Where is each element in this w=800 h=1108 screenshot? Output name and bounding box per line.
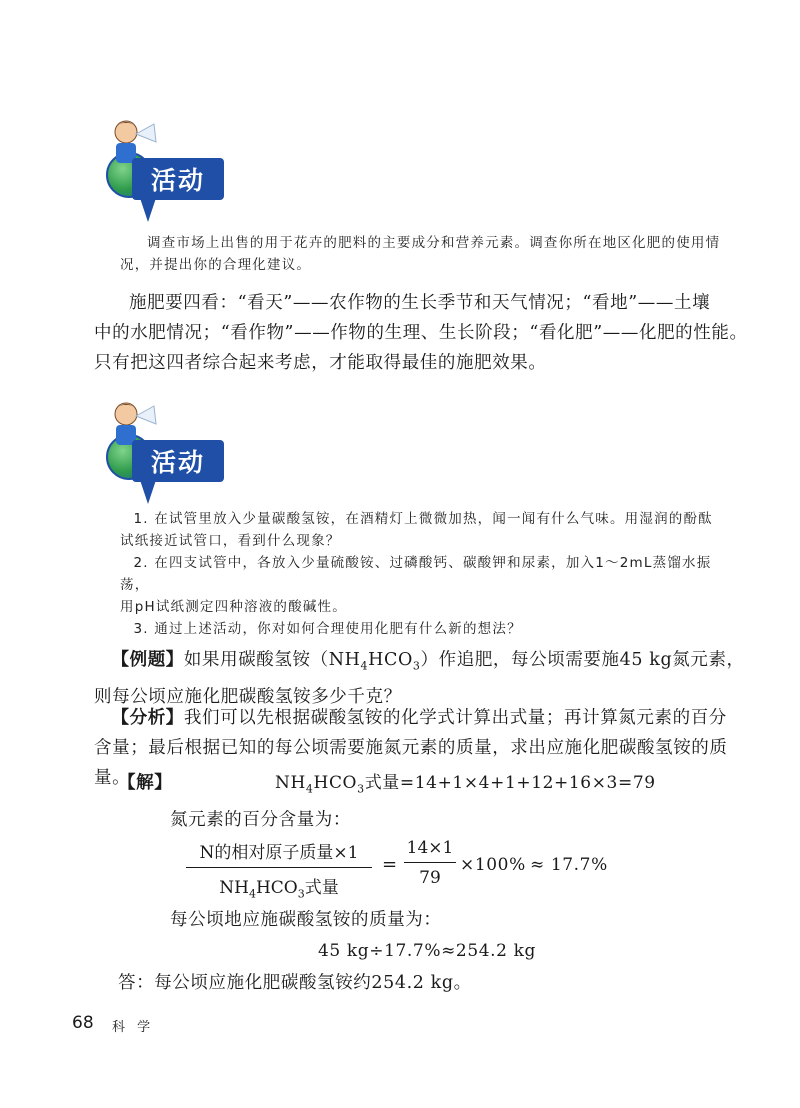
formula-weight-line: $NH_4HCO_3$式量=14+1×4+1+12+16×3=79 — [275, 773, 656, 796]
activity-badge-1 — [92, 118, 232, 228]
activity1-text: 调查市场上出售的用于花卉的肥料的主要成分和营养元素。调查你所在地区化肥的使用情 况，并提出你的合理化建议。 — [120, 235, 721, 273]
approx-result: ≈ 17.7% — [530, 855, 608, 875]
page-number: 68 — [72, 1013, 94, 1033]
mass-calculation: 45 kg÷17.7%≈254.2 kg — [318, 941, 536, 961]
subject-label: 科 学 — [112, 1020, 155, 1035]
analysis: 【分析】我们可以先根据碳酸氢铵的化学式计算出式量；再计算氮元素的百分 含量；最后根据已知的每公顷需要施氮元素的质量，求出应施化肥碳酸氢铵的质量。 — [94, 708, 728, 788]
times-100-percent: ×100% — [460, 855, 526, 875]
percent-label: 氮元素的百分含量为： — [170, 810, 351, 830]
activity2-list: 1. 在试管里放入少量碳酸氢铵，在酒精灯上微微加热，闻一闻有什么气味。用湿润的酚酞 试纸接近试管口，看到什么现象？ 2. 在四支试管中，各放入少量硫酸铵、过磷酸钙、碳酸钾和尿素，加入1～2mL蒸馏水振荡， 用pH试纸测定四种溶液的酸碱性。 3. 通过上述活动，你对如何合理使用化肥有什么新的想法？ — [120, 511, 713, 637]
equals-sign: = — [382, 854, 398, 875]
fraction-nitrogen-mass: N的相对原子质量×1 $NH_4HCO_3$式量 — [186, 838, 372, 900]
activity-badge-label: 活动 — [132, 440, 224, 482]
activity-badge-label: 活动 — [132, 158, 224, 200]
fertilizer-paragraph: 施肥要四看：“看天”——农作物的生长季节和天气情况；“看地”——土壤 中的水肥情况；“看作物”——作物的生理、生长阶段；“看化肥”——化肥的性能。 只有把这四者综合起来考虑，才能取得最佳的施肥效果。 — [94, 293, 748, 373]
mass-label: 每公顷地应施碳酸氢铵的质量为： — [170, 910, 442, 930]
activity-badge-2 — [92, 400, 232, 510]
fraction-14-over-79: 14×1 79 — [404, 838, 456, 888]
analysis-tag: 【分析】 — [111, 708, 184, 728]
solution-tag: 【解】 — [118, 773, 173, 793]
answer: 答：每公顷应施化肥碳酸氢铵约254.2 kg。 — [118, 973, 472, 993]
example-problem: 【例题】如果用碳酸氢铵$(NH_4HCO_3)$作追肥，每公顷需要施45 kg氮元素， 则每公顷应施化肥碳酸氢铵多少千克？ — [94, 650, 745, 707]
example-tag: 【例题】 — [111, 650, 184, 670]
